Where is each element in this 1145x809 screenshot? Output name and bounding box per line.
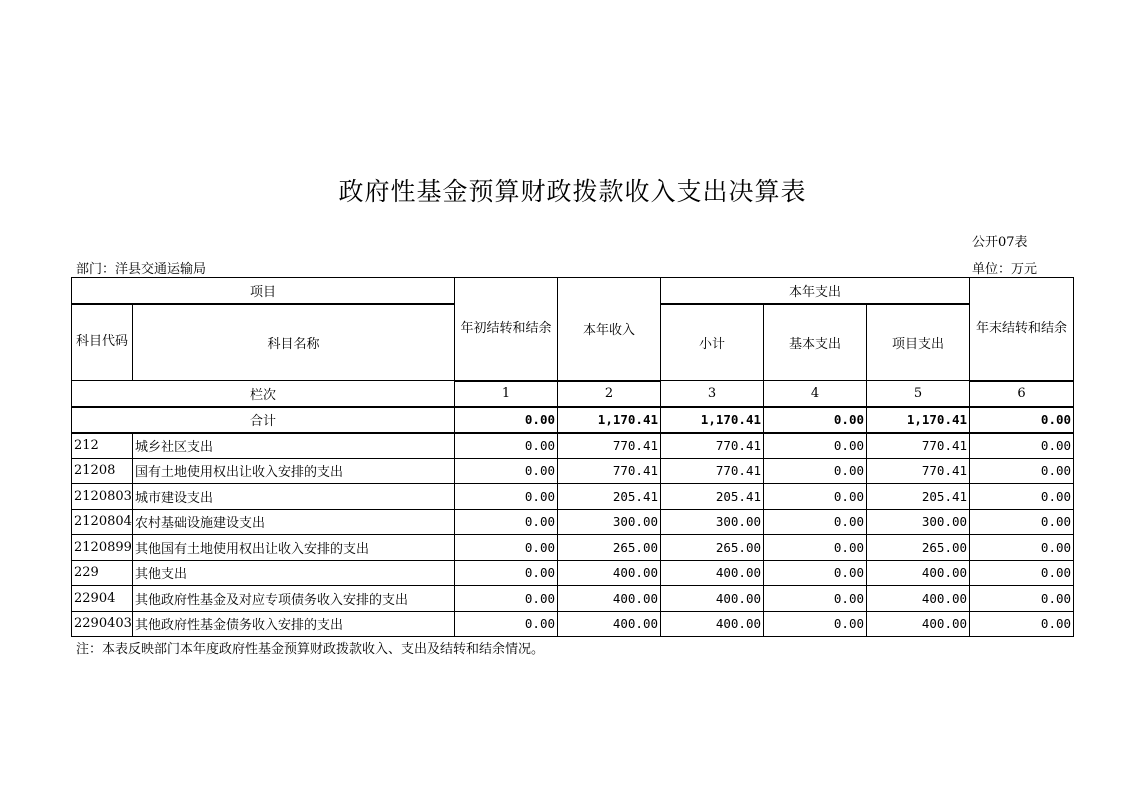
subject-code: 2290403 [72,611,133,637]
amount-cell: 0.00 [970,509,1074,535]
table-note: 注：本表反映部门本年度政府性基金预算财政拨款收入、支出及结转和结余情况。 [76,642,545,657]
amount-cell: 400.00 [558,560,661,586]
amount-cell: 0.00 [970,433,1074,459]
column-index: 6 [970,381,1074,407]
amount-cell: 400.00 [867,586,970,612]
subject-code: 22904 [72,586,133,612]
amount-cell: 0.00 [455,509,558,535]
table-row [72,560,1074,586]
amount-cell: 205.41 [558,484,661,510]
amount-cell: 300.00 [661,509,764,535]
amount-cell: 0.00 [970,458,1074,484]
report-title: 政府性基金预算财政拨款收入支出决算表 [338,177,807,206]
subject-name: 其他支出 [133,560,455,586]
amount-cell: 0.00 [455,433,558,459]
subject-code: 212 [72,433,133,459]
amount-cell: 0.00 [455,611,558,637]
amount-cell: 0.00 [764,560,867,586]
amount-cell: 265.00 [867,535,970,561]
header-name: 科目名称 [133,304,455,381]
column-index: 5 [867,381,970,407]
table-row [72,611,1074,637]
subject-code: 21208 [72,458,133,484]
amount-cell: 400.00 [661,611,764,637]
total-cell: 0.00 [455,407,558,433]
amount-cell: 770.41 [867,433,970,459]
header-project-expense: 项目支出 [867,304,970,381]
table-row [72,509,1074,535]
header-basic: 基本支出 [764,304,867,381]
header-opening-balance: 年初结转和结余 [455,278,558,381]
amount-cell: 0.00 [764,484,867,510]
column-index: 1 [455,381,558,407]
header-code: 科目代码 [72,304,133,381]
column-index-label: 栏次 [72,381,455,407]
form-number: 公开07表 [972,235,1028,250]
total-cell: 1,170.41 [661,407,764,433]
amount-cell: 0.00 [764,611,867,637]
amount-cell: 0.00 [455,484,558,510]
amount-cell: 265.00 [558,535,661,561]
amount-cell: 265.00 [661,535,764,561]
subject-code: 229 [72,560,133,586]
unit-label: 单位：万元 [972,262,1038,277]
amount-cell: 0.00 [455,535,558,561]
department-label: 部门：洋县交通运输局 [76,262,207,277]
subject-code: 2120899 [72,535,133,561]
subject-name: 其他国有土地使用权出让收入安排的支出 [133,535,455,561]
amount-cell: 770.41 [558,458,661,484]
amount-cell: 400.00 [661,560,764,586]
amount-cell: 205.41 [661,484,764,510]
amount-cell: 0.00 [764,509,867,535]
amount-cell: 400.00 [558,586,661,612]
subject-name: 农村基础设施建设支出 [133,509,455,535]
amount-cell: 770.41 [558,433,661,459]
amount-cell: 770.41 [661,433,764,459]
amount-cell: 0.00 [970,535,1074,561]
amount-cell: 0.00 [455,560,558,586]
subject-name: 城市建设支出 [133,484,455,510]
table-row [72,433,1074,459]
subject-name: 国有土地使用权出让收入安排的支出 [133,458,455,484]
total-cell: 0.00 [764,407,867,433]
amount-cell: 400.00 [867,611,970,637]
budget-table [71,277,1074,637]
column-index: 2 [558,381,661,407]
total-cell: 1,170.41 [867,407,970,433]
amount-cell: 0.00 [455,458,558,484]
subject-name: 其他政府性基金及对应专项债务收入安排的支出 [133,586,455,612]
header-closing-balance: 年末结转和结余 [970,278,1074,381]
subject-name: 其他政府性基金债务收入安排的支出 [133,611,455,637]
header-current-expense: 本年支出 [661,278,970,304]
table-row [72,458,1074,484]
amount-cell: 770.41 [661,458,764,484]
amount-cell: 0.00 [764,458,867,484]
total-cell: 1,170.41 [558,407,661,433]
amount-cell: 0.00 [764,586,867,612]
subject-name: 城乡社区支出 [133,433,455,459]
amount-cell: 0.00 [764,535,867,561]
table-row [72,484,1074,510]
total-label: 合计 [72,407,455,433]
amount-cell: 0.00 [764,433,867,459]
amount-cell: 400.00 [867,560,970,586]
amount-cell: 400.00 [558,611,661,637]
amount-cell: 0.00 [970,611,1074,637]
table-row [72,586,1074,612]
amount-cell: 770.41 [867,458,970,484]
amount-cell: 0.00 [970,484,1074,510]
subject-code: 2120803 [72,484,133,510]
amount-cell: 300.00 [558,509,661,535]
header-current-income: 本年收入 [558,278,661,381]
amount-cell: 300.00 [867,509,970,535]
amount-cell: 0.00 [970,586,1074,612]
column-index: 4 [764,381,867,407]
amount-cell: 0.00 [970,560,1074,586]
total-cell: 0.00 [970,407,1074,433]
amount-cell: 0.00 [455,586,558,612]
table-body [72,433,1074,637]
subject-code: 2120804 [72,509,133,535]
column-index: 3 [661,381,764,407]
amount-cell: 400.00 [661,586,764,612]
header-project: 项目 [72,278,455,304]
amount-cell: 205.41 [867,484,970,510]
table-row [72,535,1074,561]
header-subtotal: 小计 [661,304,764,381]
